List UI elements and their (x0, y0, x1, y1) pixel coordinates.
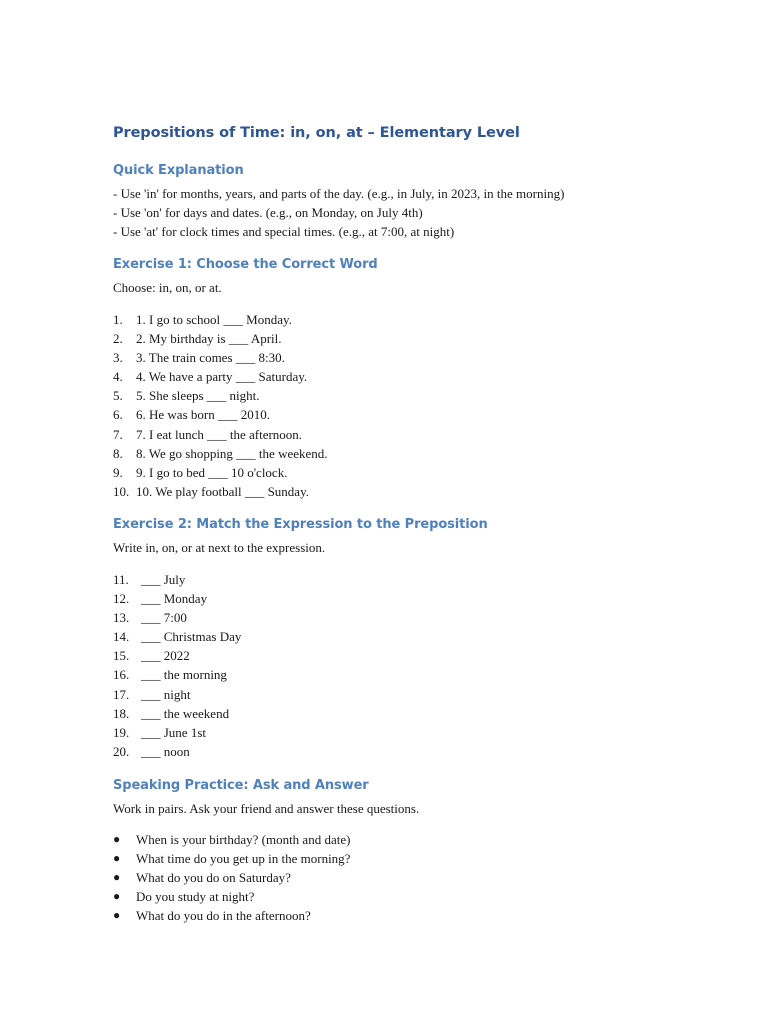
item-number: 3. (113, 350, 123, 366)
question-text: What do you do on Saturday? (136, 870, 291, 886)
explanation-heading: Quick Explanation (113, 163, 244, 178)
explanation-line: - Use 'on' for days and dates. (e.g., on Monday, on July 4th) (113, 205, 423, 220)
item-number: 20. (113, 743, 130, 759)
item-text: 3. The train comes ___ 8:30. (136, 350, 285, 366)
item-text: ___ 7:00 (141, 610, 187, 626)
exercise2-instruction: Write in, on, or at next to the expression. (113, 540, 326, 555)
item-text: 5. She sleeps ___ night. (136, 388, 260, 404)
question-text: What time do you get up in the morning? (136, 851, 351, 867)
item-number: 15. (113, 648, 130, 664)
question-text: Do you study at night? (136, 889, 255, 905)
item-number: 4. (113, 369, 123, 385)
item-number: 6. (113, 407, 123, 423)
item-text: ___ Monday (141, 591, 208, 607)
item-text: ___ June 1st (141, 724, 206, 740)
item-text: 6. He was born ___ 2010. (136, 407, 270, 423)
item-text: ___ July (141, 572, 186, 587)
question-text: When is your birthday? (month and date) (136, 832, 351, 847)
item-text: 2. My birthday is ___ April. (136, 331, 282, 347)
item-text: ___ the morning (141, 667, 227, 683)
item-number: 5. (113, 388, 123, 404)
item-text: ___ noon (141, 743, 190, 759)
exercise2-heading: Exercise 2: Match the Expression to the Preposition (113, 517, 488, 532)
item-number: 19. (113, 724, 130, 740)
exercise1-heading: Exercise 1: Choose the Correct Word (113, 257, 378, 272)
item-number: 1. (113, 312, 123, 327)
item-number: 14. (113, 629, 130, 645)
speaking-instruction: Work in pairs. Ask your friend and answer these questions. (113, 801, 420, 816)
question-text: What do you do in the afternoon? (136, 908, 311, 924)
item-text: 8. We go shopping ___ the weekend. (136, 445, 328, 461)
explanation-text (113, 184, 564, 241)
item-number: 13. (113, 610, 130, 626)
item-number: 12. (113, 591, 130, 607)
exercise1-instruction: Choose: in, on, or at. (113, 280, 222, 295)
item-number: 18. (113, 705, 130, 721)
item-text: 10. We play football ___ Sunday. (136, 483, 309, 499)
bullet-dot-icon: ● (113, 870, 121, 885)
item-number: 9. (113, 464, 123, 480)
item-number: 17. (113, 686, 130, 702)
speaking-heading: Speaking Practice: Ask and Answer (113, 778, 369, 793)
explanation-line: - Use 'in' for months, years, and parts of the day. (e.g., in July, in 2023, in the morning) (113, 186, 565, 201)
item-text: ___ the weekend (141, 705, 230, 721)
item-text: 7. I eat lunch ___ the afternoon. (136, 426, 303, 442)
item-number: 16. (113, 667, 130, 683)
item-number: 10. (113, 483, 130, 499)
bullet-dot-icon: ● (113, 851, 121, 866)
item-number: 7. (113, 426, 123, 442)
item-number: 8. (113, 445, 123, 461)
item-text: 1. I go to school ___ Monday. (136, 312, 292, 327)
bullet-dot-icon: ● (113, 889, 121, 904)
item-text: ___ night (141, 686, 191, 702)
bullet-dot-icon: ● (113, 908, 121, 923)
item-text: 9. I go to bed ___ 10 o'clock. (136, 464, 288, 480)
page-title: Prepositions of Time: in, on, at – Elementary Level (113, 125, 520, 141)
item-text: ___ Christmas Day (141, 629, 242, 645)
item-number: 2. (113, 331, 123, 347)
item-text: 4. We have a party ___ Saturday. (136, 369, 308, 385)
item-text: ___ 2022 (141, 648, 190, 664)
item-number: 11. (113, 572, 129, 587)
explanation-line: - Use 'at' for clock times and special times. (e.g., at 7:00, at night) (113, 224, 455, 239)
bullet-dot-icon: ● (113, 832, 121, 846)
